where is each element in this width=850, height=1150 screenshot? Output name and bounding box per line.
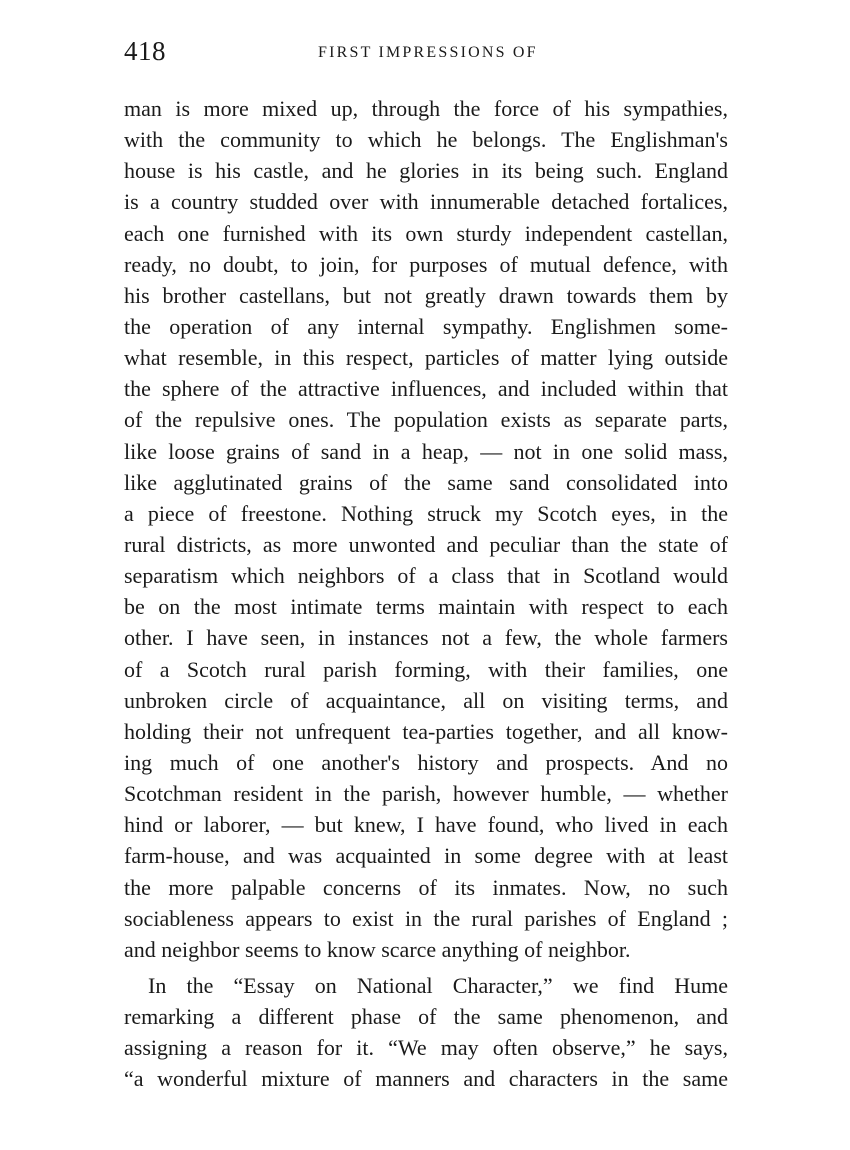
text-line: of the repulsive ones. The population exists as separate parts, [124,407,728,433]
text-line: like agglutinated grains of the same sand consolidated into [124,469,728,495]
text-line: In the “Essay on National Character,” we find Hume [148,972,728,998]
text-line: a piece of freestone. Nothing struck my Scotch eyes, in the [124,500,728,526]
text-line: and neighbor seems to know scarce anything of neighbor. [124,936,631,962]
running-head: FIRST IMPRESSIONS OF [318,44,538,61]
text-line: with the community to which he belongs. The Englishman's [124,127,728,153]
text-line: each one furnished with its own sturdy independent castellan, [124,220,728,246]
text-line: the operation of any internal sympathy. Englishmen some- [124,313,728,339]
paragraph-1 [124,93,728,965]
text-line: assigning a reason for it. “We may often observe,” he says, [124,1035,728,1061]
body-text [124,93,728,1095]
text-line: “a wonderful mixture of manners and characters in the same [124,1066,728,1092]
text-line: the sphere of the attractive influences, and included within that [124,376,728,402]
text-line: like loose grains of sand in a heap, — not in one solid mass, [124,438,728,464]
text-line: ready, no doubt, to join, for purposes of mutual defence, with [124,251,728,277]
text-line: farm-house, and was acquainted in some degree with at least [124,843,728,869]
text-line: house is his castle, and he glories in its being such. England [124,158,728,184]
text-line: is a country studded over with innumerable detached fortalices, [124,189,728,215]
text-line: hind or laborer, — but knew, I have found, who lived in each [124,812,728,838]
text-line: man is more mixed up, through the force of his sympathies, [124,96,728,121]
text-line: sociableness appears to exist in the rural parishes of England ; [124,905,728,931]
text-line: separatism which neighbors of a class that in Scotland would [124,563,728,589]
page-number: 418 [124,36,166,66]
text-line: other. I have seen, in instances not a few, the whole farmers [124,625,728,651]
text-line: holding their not unfrequent tea-parties together, and all know- [124,718,728,744]
text-line: of a Scotch rural parish forming, with their families, one [124,656,728,682]
text-line: remarking a different phase of the same phenomenon, and [124,1004,728,1030]
text-line: the more palpable concerns of its inmates. Now, no such [124,874,728,900]
text-line: ing much of one another's history and prospects. And no [124,749,728,775]
paragraph-2 [124,970,728,1095]
text-line: rural districts, as more unwonted and peculiar than the state of [124,531,728,557]
text-line: Scotchman resident in the parish, however humble, — whether [124,781,728,807]
text-line: be on the most intimate terms maintain with respect to each [124,594,728,620]
text-line: unbroken circle of acquaintance, all on visiting terms, and [124,687,728,713]
text-line: what resemble, in this respect, particles of matter lying outside [124,345,728,371]
text-line: his brother castellans, but not greatly drawn towards them by [124,282,728,308]
